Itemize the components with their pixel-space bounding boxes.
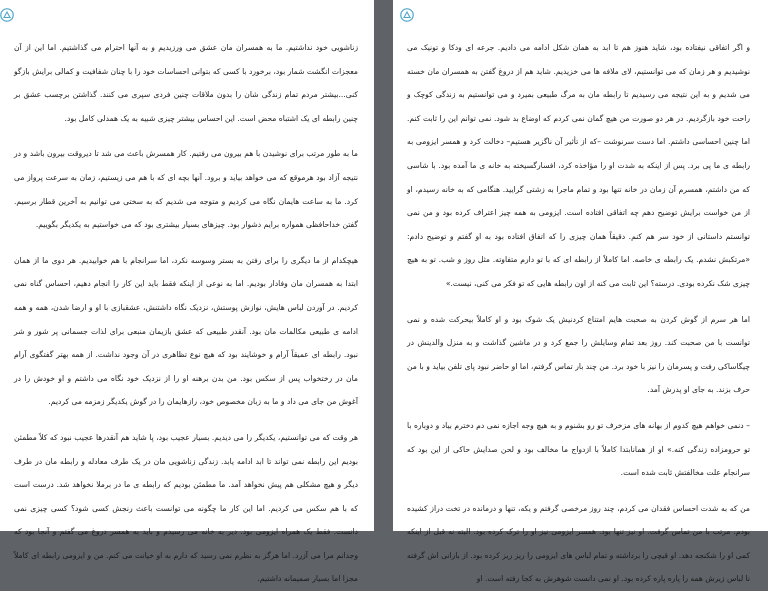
right-paragraph-4: من که به شدت احساس فقدان می کردم، چند روز مرخصی گرفتم و یکه، تنها و درمانده در تخت دراز کشیده بودم. مرتب با من تماس گرفت. او نیز تنها بود. همسر ایزومی نیز او را ترک کرده بود. البته نه قبل از اینکه کمی او را شکنجه دهد. او قیچی را برداشته و تمام لباس های ایزومی را ریز ریز کرده بود. از بارانی اش گرفته تا لباس زیرش همه را پاره پاره کرده بود. او نمی دانست شوهرش به کجا رفته است. او <box>407 503 750 584</box>
right-paragraph-1: و اگر اتفاقی نیفتاده بود، شاید هنوز هم تا ابد به همان شکل ادامه می دادیم. جرعه ای ودکا و تونیک می نوشیدیم و هر زمان که می توانستیم، لای ملافه ها می خزیدیم. شاید هم از دروغ گفتن به همسران مان خسته می شدیم و به این نتیجه می رسیدیم تا رابطه مان به مرگ طبیعی بمیرد و می توانستیم به زندگی کوچک و راحت خود بازگردیم. در هر دو صورت من هیچ گمان نمی کردم که اوضاع بد شود. نمی توانم این را ثابت کنم. اما چنین احساسی داشتم. اما دست سرنوشت –که از تأثیر آن ناگزیر هستیم– دخالت کرد و همسر ایزومی به رابطه ی ما پی برد. پس از اینکه به شدت او را مؤاخذه کرد، افسارگسیخته به خانه ی ما آمده بود. با شاسی که من داشتم، همسرم آن زمان در خانه تنها بود و تمام ماجرا به زشتی گرایید. هنگامی که به خانه رسیدم، او از من خواست برایش توضیح دهم چه اتفاقی افتاده است. ایزومی به همه چیز اعتراف کرده بود و من نمی توانستم داستانی از خود سر هم کنم. دقیقاً همان چیزی را که اتفاق افتاده بود به او گفتم و توضیح دادم: «مرتکبش نشدم. یک رابطه ی خاصه. اما کاملاً از رابطه ای که با تو دارم متفاوته. مثل روز و شب. تو به هیچ چیزی شک نکرده بودی. درسته؟ این ثابت می کنه از اون رابطه هایی که تو فکر می کنی، نیست.» <box>407 43 750 288</box>
left-paragraph-1: زناشویی خود نداشتیم. ما به همسران مان عشق می ورزیدیم و به آنها احترام می گذاشتیم. اما این از آن معجزات انگشت شمار بود، برخورد با کسی که بتوانی احساسات خود را با چنان شفافیت و کمالی برایش بازگو کنی...بیشتر مردم تمام زندگی شان را بدون ملاقات چنین فردی سپری می کنند. گذاشتن برچسب عشق بر چنین رابطه ای یک اشتباه محض است. این احساس بیشتر چیزی شبیه به یک همدلی کامل بود. <box>14 43 358 123</box>
right-page <box>393 0 768 584</box>
right-paragraph-3: – دنمی خواهم هیچ کدوم از بهانه های مزخرف تو رو بشنوم و به هیچ وجه اجازه نمی دم دخترم بیاد و دوباره با تو حرومزاده زندگی کنه.» او از همانابتدا کاملاً با ازدواج ما مخالف بود و لحن صدایش حاکی از این بود که سرانجام علت مخالفتش ثابت شده است. <box>407 420 750 478</box>
reader-logo-icon <box>0 8 14 22</box>
left-paragraph-2: ما به طور مرتب برای نوشیدن با هم بیرون می رفتیم. کار همسرش باعث می شد تا دیروقت بیرون باشد و در نتیجه آزاد بود هرموقع که می خواهد بیاید و برود. آنها بچه ای که با هم می زیستیم، زمان به سرعت پرواز می کرد. ما به ساعت هایمان نگاه می کردیم و متوجه می شدیم که به سختی می توانیم به آخرین قطار برسیم. گفتن خداحافظی همواره برایم دشوار بود. چیزهای بسیار بیشتری بود که می خواستیم به یکدیگر بگوییم. <box>14 149 358 230</box>
left-page <box>0 0 374 584</box>
reader-logo-icon <box>400 8 414 22</box>
left-paragraph-4: هر وقت که می توانستیم، یکدیگر را می دیدیم. بسیار عجیب بود، پا شاید هم آنقدرها عجیب نبود که کلاً مطمئن بودیم این رابطه نمی تواند تا ابد ادامه یابد. زندگی زناشویی مان در یک طرف معادله و رابطه مان در طرف دیگر و هیچ مشکلی هم پیش نخواهد آمد. ما مطمئن بودیم که رابطه ی ما در برملا نخواهد شد. درست است که با هم سکس می کردیم. اما این کار ما چگونه می توانست باعث رنجش کسی شود؟ کسی چیزی نمی دانست. فقط یک همراه ایزومی بود. دیر به خانه می رسیدم و باید به همسر دروغ می گفتم و آنجا بود که وجدانم مرا می آزرد. اما هرگز به نظرم نمی رسید که دارم به او خیانت می کنم. من و ایزومی رابطه ای کاملاً مجزا اما بسیار صمیمانه داشتیم. <box>14 432 358 584</box>
right-paragraph-2: اما هر سرم از گوش کردن به صحبت هایم امتناع کردنیش یک شوک بود و او کاملاً بیحرکت شده و نمی توانست با من صحبت کند. روز بعد تمام وسایلش را جمع کرد و در ماشین گذاشت و به منزل والدینش در چیگاساکی رفت و پسرمان را نیز با خود برد. من چند بار تماس گرفتم، اما او حاضر نبود پای تلفن بیاید و با من حرف بزند. به جای او پدرش آمد. <box>407 314 750 395</box>
left-paragraph-3: هیچکدام از ما دیگری را برای رفتن به بستر وسوسه نکرد، اما سرانجام با هم خوابیدیم. هر دوی ما از همان ابتدا به همسران مان وفادار بودیم. اما به نوعی از اینکه فقط باید این کار را انجام دهیم، احساس گناه نمی کردیم. در آوردن لباس هایش، نوازش پوستش، نزدیک نگاه داشتنش، عشقبازی با او و ارضا شدن، همه و همه ادامه ی طبیعی مکالمات مان بود. آنقدر طبیعی که عشق بازیمان منبعی برای لذات جسمانی پر شور و شر نبود. رابطه ای عمیقاً آرام و خوشایند بود که هیچ نوع تظاهری در آن وجود نداشت. از همه بهتر گفتگوی آرام مان در رختخواب پس از سکس بود. من بدن برهنه او را از نزدیک خود نگاه می داشتم و او خودش را در آغوش من جای می داد و ما به زبان مخصوص خود، رازهایمان را در گوش یکدیگر زمزمه می کردیم. <box>14 255 358 407</box>
